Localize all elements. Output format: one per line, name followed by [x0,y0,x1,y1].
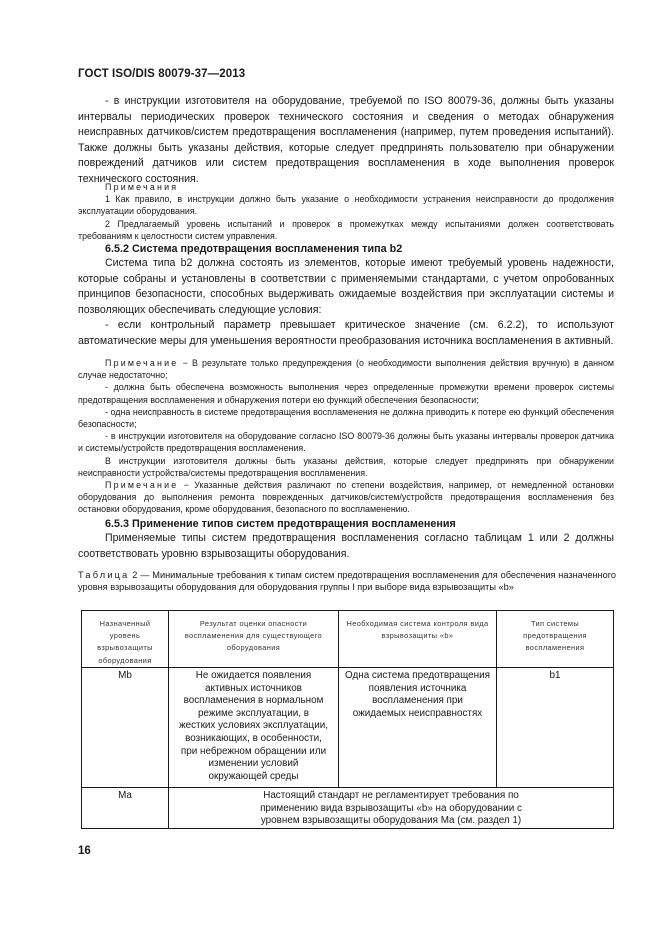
list-item: - в инструкции изготовителя на оборудование согласно ISO 80079-36 должны быть указаны интервалы проверок датчика и системы/устройств предотвращения воспламенения. [78,431,614,454]
table-cell: Одна система предотвращения появления источника воспламенения при ожидаемых неисправностях [339,668,497,788]
table-cell: b1 [497,668,614,788]
section-paragraph: Применяемые типы систем предотвращения воспламенения согласно таблицам 1 или 2 должны соответствовать уровню взрывозащиты оборудования. [78,532,614,560]
table-row [82,668,614,788]
table-caption [78,569,616,594]
table-merged-cell: Настоящий стандарт не регламентирует требования по применению вида взрывозащиты «b» на оборудовании с уровнем взрывозащиты оборудования Ма (см. раздел 1) [169,788,614,829]
table-cell: Не ожидается появления активных источников воспламенения в нормальном режиме эксплуатации, в жестких условиях эксплуатации, возникающих, в особенности, при небрежном обращении или изменении условий окружающей среды [169,668,339,788]
note-label: Примечание [105,480,179,491]
intro-paragraph: - в инструкции изготовителя на оборудование, требуемой по ISO 80079-36, должны быть указаны интервалы периодических проверок технического состояния и сведения о методах обнаружения неисправных датчиков/систем предотвращения воспламенения (например, путем проведения испытаний). Также должны быть указаны действия, которые следует предпринять пользователю при обнаружении повреждений датчиков или систем предотвращения воспламенения в ходе выполнения проверок технического состояния. [78,95,614,185]
table-header-row [82,611,614,668]
note-item: 2 Предлагаемый уровень испытаний и проверок в промежутках между испытаниями должен соответствовать требованиям к целостности систем управления. [78,218,614,241]
list-item: - одна неисправность в системе предотвращения воспламенения не должна приводить к потере ею функций обеспечения безопасности; [78,406,614,430]
table-header-cell: Назначенный уровень взрывозащиты оборудования [82,611,169,668]
section-heading: 6.5.3 Применение типов систем предотвращения воспламенения [105,518,456,530]
list-item: В инструкции изготовителя должны быть указаны действия, которые следует предпринять при обнаружении неисправности устройства/системы предотвращения воспламенения. [78,455,614,478]
table-row [82,788,614,829]
notes-block [78,181,614,242]
intro-paragraph-block [78,94,614,188]
note-paragraph [78,479,614,516]
section-paragraph: Система типа b2 должна состоять из элементов, которые имеют требуемый уровень надежности, которые собраны и установлены в соответствии с применяемыми стандартами, с учетом опробованных принципов безопасности, способных выдерживать ожидаемые воздействия при эксплуатации системы и позволяющих обеспечивать следующие условия: [78,257,614,316]
table-caption-text: 2 — Минимальные требования к типам систем предотвращения воспламенения для обеспечения назначенного уровня взрывозащиты оборудования для оборудования группы I при выборе вида взрывозащиты «b» [78,570,616,593]
note-text: − Указанные действия различают по степени воздействия, например, от немедленной остановки оборудования до выполнения ремонта поврежденных датчиков/систем/устройств предотвращения воспламенения без остановки оборудования, кроме оборудования, безопасного по воспламенению. [78,480,614,515]
table-header-cell: Необходимая система контроля вида взрывозащиты «b» [339,611,497,668]
requirements-table [81,610,614,829]
table-header-cell: Результат оценки опасности воспламенения для существующего оборудования [169,611,339,668]
list-item: - должна быть обеспечена возможность выполнения через определенные промежутки времени проверок системы предотвращения воспламенения и обнаружения потери ею функций обеспечения безопасности; [78,382,614,405]
note-paragraph [78,357,614,381]
note-label: Примечание [105,358,179,368]
table-header-cell: Тип системы предотвращения воспламенения [497,611,614,668]
section-6-5-3 [78,517,614,562]
section-6-5-2-notes [78,357,614,516]
table-label: Таблица [78,570,130,580]
section-6-5-2 [78,242,614,350]
document-header: ГОСТ ISO/DIS 80079-37—2013 [78,68,246,80]
notes-label: Примечания [105,182,179,192]
section-paragraph: - если контрольный параметр превышает критическое значение (см. 6.2.2), то используют автоматические меры для уменьшения вероятности преобразования источника воспламенения в активный. [78,319,614,347]
section-heading: 6.5.2 Система предотвращения воспламенения типа b2 [105,243,403,255]
table-cell: Ma [82,788,169,829]
note-item: 1 Как правило, в инструкции должно быть указание о необходимости устранения неисправности до продолжения эксплуатации оборудования. [78,194,614,217]
table-cell: Mb [82,668,169,788]
page-number: 16 [78,845,91,857]
note-text: − В результате только предупреждения (о необходимости выполнения действия вручную) в данном случае недостаточно; [78,358,614,381]
